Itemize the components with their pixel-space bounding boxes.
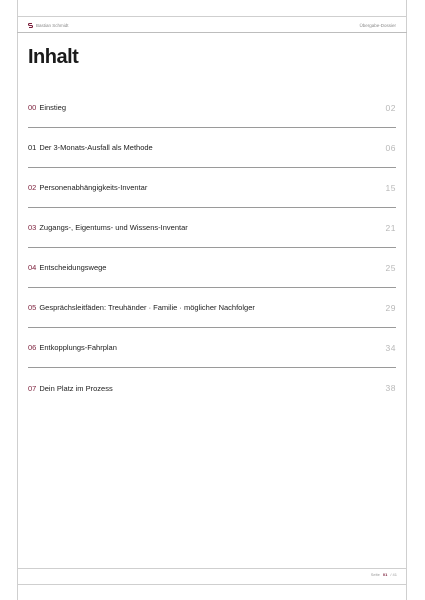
brand-name: Bastian Schmidt (36, 22, 69, 28)
toc-number: 04 (28, 263, 37, 272)
toc-number: 05 (28, 303, 37, 312)
toc-page-number: 25 (385, 262, 396, 273)
page-footer (371, 572, 397, 577)
toc-title: Dein Platz im Prozess (39, 383, 113, 393)
toc-page-number: 34 (385, 342, 396, 353)
toc-item[interactable] (28, 328, 396, 368)
toc-title: Der 3-Monats-Ausfall als Methode (39, 143, 153, 152)
toc-title: Einstieg (39, 103, 67, 112)
toc-number: 06 (28, 343, 37, 352)
footer-total-pages: / 41 (390, 572, 397, 577)
toc-number: 02 (28, 183, 37, 192)
toc-item[interactable] (28, 248, 396, 288)
toc-item[interactable] (28, 128, 396, 168)
toc-page-number: 06 (385, 142, 396, 153)
footer-page-label: Seite (370, 572, 380, 577)
toc-title: Personenabhängigkeits-Inventar (39, 183, 148, 192)
toc-number: 03 (28, 223, 37, 232)
footer-divider (17, 568, 407, 569)
page-header (28, 20, 396, 30)
toc-title: Entkopplungs-Fahrplan (39, 343, 117, 352)
brand (28, 23, 69, 28)
page-title: Inhalt (28, 46, 79, 68)
toc-entry (28, 223, 188, 232)
toc-item[interactable] (28, 88, 396, 128)
toc-title: Entscheidungswege (39, 263, 107, 272)
toc-entry (28, 103, 66, 112)
toc-page-number: 29 (385, 302, 396, 313)
toc-number: 01 (28, 143, 37, 152)
toc-page-number: 02 (385, 102, 396, 113)
toc-entry (28, 303, 255, 312)
header-divider (17, 32, 407, 33)
toc-title: Zugangs-, Eigentums- und Wissens-Inventar (39, 223, 188, 232)
toc-page-number: 21 (385, 222, 396, 233)
toc-item[interactable] (28, 368, 396, 408)
toc-title: Gesprächsleitfäden: Treuhänder · Familie · möglicher Nachfolger (39, 303, 255, 312)
toc-entry (28, 384, 113, 393)
frame-right-line (406, 0, 407, 600)
table-of-contents (28, 88, 396, 408)
document-title: Übergabe-Dossier (359, 22, 396, 28)
toc-number: 07 (28, 383, 37, 393)
toc-entry (28, 263, 106, 272)
toc-page-number: 15 (385, 182, 396, 193)
toc-entry (28, 143, 153, 152)
frame-top-line (17, 16, 407, 17)
footer-current-page: 01 (382, 572, 388, 577)
toc-entry (28, 183, 147, 192)
toc-item[interactable] (28, 168, 396, 208)
toc-item[interactable] (28, 208, 396, 248)
toc-number: 00 (28, 103, 37, 112)
brand-logo-icon (28, 23, 33, 28)
toc-item[interactable] (28, 288, 396, 328)
frame-left-line (17, 0, 18, 600)
toc-page-number: 38 (385, 383, 396, 393)
frame-bottom-line (17, 584, 407, 585)
toc-entry (28, 343, 117, 352)
